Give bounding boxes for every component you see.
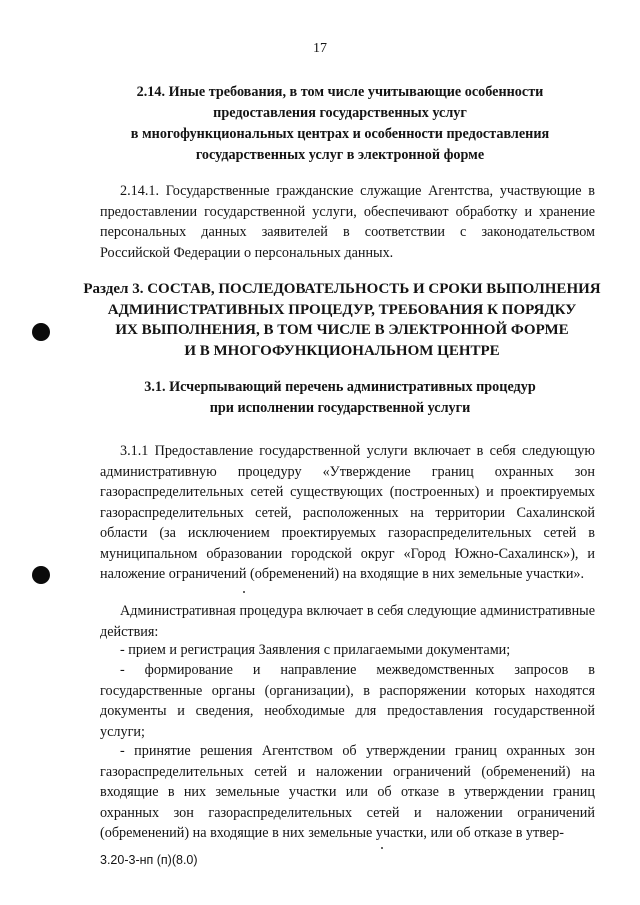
paragraph-3-1-1: 3.1.1 Предоставление государственной услуги включает в себя следующую административную процедуру «Утверждение границ охранных зон газораспределительных сетей существующих (построенных) и проектируемых газораспределительных сетей, расположенных на территории Сахалинской области (за исключением проектируемых газораспределительных сетей в муниципальном образовании городской округ «Город Южно-Сахалинск»), и наложение ограничений (обременений) на входящие в них земельные участки».	[100, 443, 595, 582]
section-3-title-line: И В МНОГОФУНКЦИОНАЛЬНОМ ЦЕНТРЕ	[184, 342, 500, 359]
binding-hole-mark	[32, 323, 50, 341]
paragraph-admin-actions: Административная процедура включает в себя следующие административные действия:	[100, 603, 595, 640]
heading-2-14-line: государственных услуг в электронной форме	[195, 147, 485, 163]
binding-hole-mark	[32, 566, 50, 584]
scan-speck	[381, 847, 383, 849]
heading-2-14-line: предоставления государственных услуг	[213, 105, 467, 121]
heading-3-1-line: при исполнении государственной услуги	[209, 400, 471, 416]
heading-2-14-line: в многофункциональных центрах и особенности предоставления	[130, 126, 550, 142]
section-3-title-line: ИХ ВЫПОЛНЕНИЯ, В ТОМ ЧИСЛЕ В ЭЛЕКТРОННОЙ ФОРМЕ	[115, 322, 569, 338]
section-3-title-line: Раздел 3. СОСТАВ, ПОСЛЕДОВАТЕЛЬНОСТЬ И СРОКИ ВЫПОЛНЕНИЯ	[83, 281, 601, 297]
section-3-title-line: АДМИНИСТРАТИВНЫХ ПРОЦЕДУР, ТРЕБОВАНИЯ К ПОРЯДКУ	[107, 301, 577, 318]
heading-3-1-line: 3.1. Исчерпывающий перечень административных процедур	[144, 379, 536, 395]
section-3-title	[82, 279, 602, 361]
scan-speck	[243, 591, 245, 593]
paragraph-2-14-1: 2.14.1. Государственные гражданские служащие Агентства, участвующие в предоставлении государственной услуги, обеспечивают обработку и хранение персональных данных заявителей в соответствии с законодательством Российской Федерации о персональных данных.	[100, 183, 595, 261]
document-code: 3.20-3-нп (п)(8.0)	[100, 853, 198, 867]
heading-2-14	[110, 82, 570, 166]
list-item: - принятие решения Агентством об утверждении границ охранных зон газораспределительных сетей и наложении ограничений (обременений) на входящие в них земельные участки или об отказе в утверждении границ охранных зон газораспределительных сетей и наложении ограничений (обременений) на входящие в них земельные участки, или об отказе в утвер-	[100, 743, 595, 841]
heading-3-1	[120, 377, 560, 419]
page-number: 17	[313, 41, 327, 56]
list-item: - прием и регистрация Заявления с прилагаемыми документами;	[120, 642, 511, 658]
list-item: - формирование и направление межведомственных запросов в государственные органы (организации), в распоряжении которых находятся документы и сведения, необходимые для предоставления государственной услуги;	[100, 662, 595, 740]
heading-2-14-line: 2.14. Иные требования, в том числе учитывающие особенности	[136, 84, 544, 100]
